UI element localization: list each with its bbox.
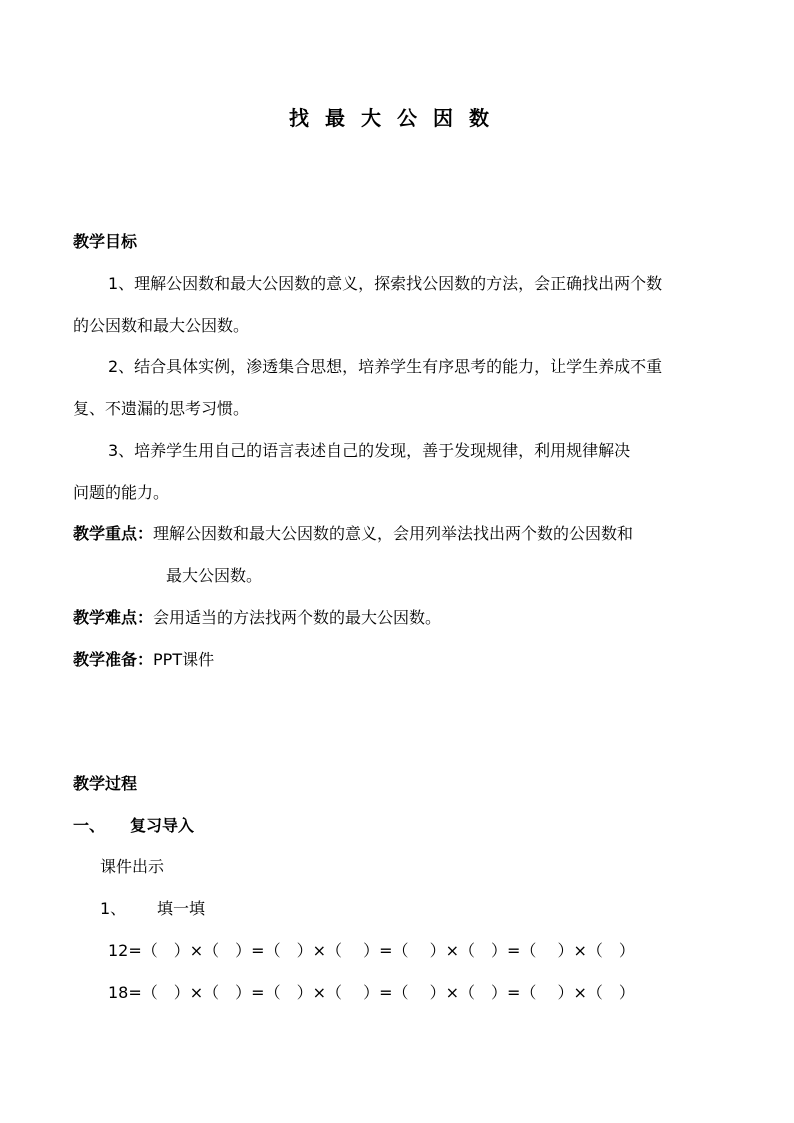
objective-3-line-2: 问题的能力。 [73,483,170,502]
difficulties-label: 教学难点： [73,608,154,627]
process-heading: 教学过程 [73,774,138,793]
objectives-heading: 教学目标 [73,232,138,251]
key-points-row [73,524,633,544]
objective-2-line-1: 2、结合具体实例，渗透集合思想，培养学生有序思考的能力，让学生养成不重 [108,357,663,376]
objective-2-line-2: 复、不遗漏的思考习惯。 [73,399,250,418]
courseware-label: 课件出示 [100,857,165,876]
exercise-number: 1、 [100,899,127,918]
section-1-title: 复习导入 [130,816,195,835]
difficulties-row [73,608,441,628]
key-points-text-1: 理解公因数和最大公因数的意义，会用列举法找出两个数的公因数和 [153,524,634,543]
fill-row-12: 12=（ ）×（ ）=（ ）×（ ）=（ ）×（ ）=（ ）×（ ） [108,941,635,960]
objective-1-line-1: 1、理解公因数和最大公因数的意义，探索找公因数的方法，会正确找出两个数 [108,274,663,293]
preparation-text: PPT课件 [153,650,215,669]
preparation-row [73,650,214,670]
key-points-label: 教学重点： [73,524,154,543]
difficulties-text: 会用适当的方法找两个数的最大公因数。 [153,608,442,627]
exercise-title: 填一填 [157,899,206,918]
key-points-text-2: 最大公因数。 [166,566,263,585]
preparation-label: 教学准备： [73,650,154,669]
objective-1-line-2: 的公因数和最大公因数。 [73,316,250,335]
document-title: 找最大公因数 [289,106,505,130]
section-1-number: 一、 [73,816,106,835]
fill-row-18: 18=（ ）×（ ）=（ ）×（ ）=（ ）×（ ）=（ ）×（ ） [108,983,635,1002]
objective-3-line-1: 3、培养学生用自己的语言表述自己的发现，善于发现规律，利用规律解决 [108,441,631,460]
